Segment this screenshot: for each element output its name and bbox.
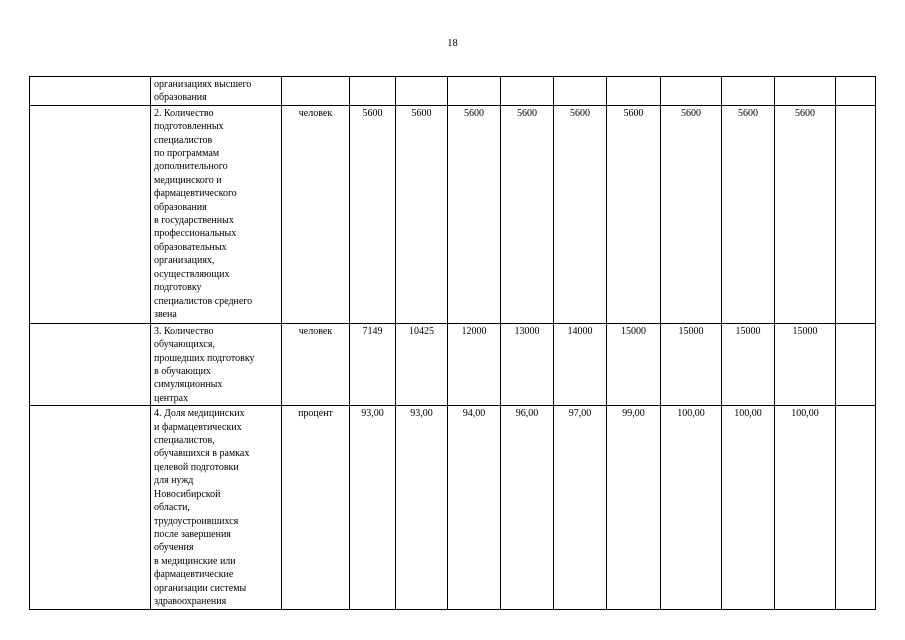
blank-cell xyxy=(836,77,876,106)
indicator-name: организациях высшего образования xyxy=(151,77,282,106)
value-cell: 15000 xyxy=(775,323,836,405)
value-cell xyxy=(350,77,396,106)
value-cell: 14000 xyxy=(554,323,607,405)
value-cell: 15000 xyxy=(661,323,722,405)
page-number: 18 xyxy=(447,38,458,49)
value-cell xyxy=(607,77,661,106)
value-cell: 5600 xyxy=(350,105,396,323)
blank-cell xyxy=(30,77,151,106)
value-cell: 96,00 xyxy=(501,406,554,610)
value-cell xyxy=(396,77,448,106)
value-cell xyxy=(448,77,501,106)
table-row xyxy=(30,323,876,405)
unit-cell: человек xyxy=(282,105,350,323)
value-cell: 100,00 xyxy=(722,406,775,610)
table-row xyxy=(30,406,876,610)
value-cell: 5600 xyxy=(396,105,448,323)
value-cell: 5600 xyxy=(722,105,775,323)
value-cell xyxy=(501,77,554,106)
value-cell: 12000 xyxy=(448,323,501,405)
value-cell: 5600 xyxy=(661,105,722,323)
blank-cell xyxy=(836,406,876,610)
value-cell: 15000 xyxy=(722,323,775,405)
indicator-name: 3. Количество обучающихся, прошедших подготовку в обучающих симуляционных центрах xyxy=(151,323,282,405)
indicators-table xyxy=(29,76,876,610)
value-cell xyxy=(775,77,836,106)
value-cell: 99,00 xyxy=(607,406,661,610)
value-cell: 5600 xyxy=(554,105,607,323)
value-cell xyxy=(722,77,775,106)
unit-cell: человек xyxy=(282,323,350,405)
blank-cell xyxy=(30,406,151,610)
value-cell xyxy=(661,77,722,106)
value-cell: 93,00 xyxy=(396,406,448,610)
unit-cell xyxy=(282,77,350,106)
value-cell: 97,00 xyxy=(554,406,607,610)
indicator-name: 2. Количество подготовленных специалистов по программам дополнительного медицинского и фармацевтического образования в государственных профессиональных образовательных организациях, осуществляющих подготовку специалистов среднего звена xyxy=(151,105,282,323)
value-cell: 100,00 xyxy=(661,406,722,610)
table-row xyxy=(30,105,876,323)
value-cell: 5600 xyxy=(448,105,501,323)
blank-cell xyxy=(836,105,876,323)
value-cell: 10425 xyxy=(396,323,448,405)
value-cell xyxy=(554,77,607,106)
value-cell: 100,00 xyxy=(775,406,836,610)
value-cell: 5600 xyxy=(607,105,661,323)
value-cell: 94,00 xyxy=(448,406,501,610)
value-cell: 15000 xyxy=(607,323,661,405)
blank-cell xyxy=(30,105,151,323)
value-cell: 5600 xyxy=(501,105,554,323)
value-cell: 13000 xyxy=(501,323,554,405)
value-cell: 7149 xyxy=(350,323,396,405)
value-cell: 93,00 xyxy=(350,406,396,610)
blank-cell xyxy=(836,323,876,405)
value-cell: 5600 xyxy=(775,105,836,323)
unit-cell: процент xyxy=(282,406,350,610)
blank-cell xyxy=(30,323,151,405)
indicator-name: 4. Доля медицинских и фармацевтических специалистов, обучавшихся в рамках целевой подготовки для нужд Новосибирской области, трудоустроившихся после завершения обучения в медицинские или фармацевтические организации системы здравоохранения xyxy=(151,406,282,610)
table-row xyxy=(30,77,876,106)
